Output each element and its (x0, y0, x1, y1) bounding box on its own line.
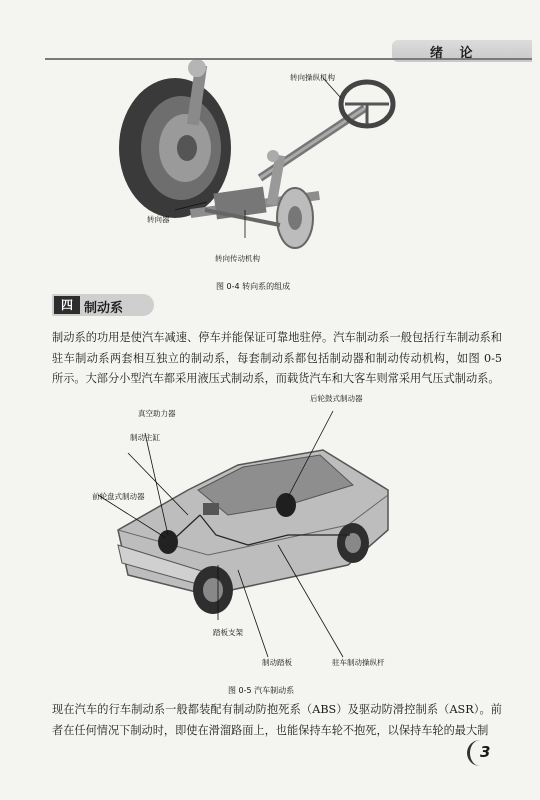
chapter-title: 绪 论 (430, 46, 479, 61)
label-steering-gear: 转向器 (147, 215, 170, 224)
paragraph-brake-function: 制动系的功用是使汽车减速、停车并能保证可靠地驻停。汽车制动系一般包括行车制动系和驻车制动系两套相互独立的制动系，每套制动系都包括制动器和制动传动机构，如图 0-5 所示。大部分小型汽车都采用液压式制动系，而载货汽车和大客车则常采用气压式制动系。 (52, 331, 502, 385)
label-vacuum-booster: 真空助力器 (138, 409, 176, 418)
label-brake-pedal: 制动踏板 (262, 658, 292, 667)
label-front-disc-brake: 前轮盘式制动器 (92, 492, 145, 501)
label-master-cylinder: 制动主缸 (130, 433, 160, 442)
label-rear-drum-brake: 后轮鼓式制动器 (310, 394, 363, 403)
label-parking-brake-lever: 驻车制动操纵杆 (332, 658, 385, 667)
page-number-badge (467, 740, 506, 766)
section-number: 四 (54, 296, 80, 314)
section-title: 制动系 (84, 301, 124, 316)
label-steering-linkage: 转向传动机构 (215, 254, 260, 263)
figure-0-4-caption: 图 0-4 转向系的组成 (216, 282, 291, 291)
page-number: 3 (480, 743, 491, 761)
steering-system-illustration (95, 60, 440, 275)
paragraph-abs-asr: 现在汽车的行车制动系一般都装配有制动防抱死系（ABS）及驱动防滑控制系（ASR）。前者在任何情况下制动时，即使在滑溜路面上，也能保持车轮不抱死，以保持车轮的最大制 (52, 703, 502, 737)
figure-0-5-caption: 图 0-5 汽车制动系 (228, 686, 295, 695)
label-pedal-bracket: 踏板支架 (213, 628, 243, 637)
label-steering-control: 转向操纵机构 (290, 73, 335, 82)
